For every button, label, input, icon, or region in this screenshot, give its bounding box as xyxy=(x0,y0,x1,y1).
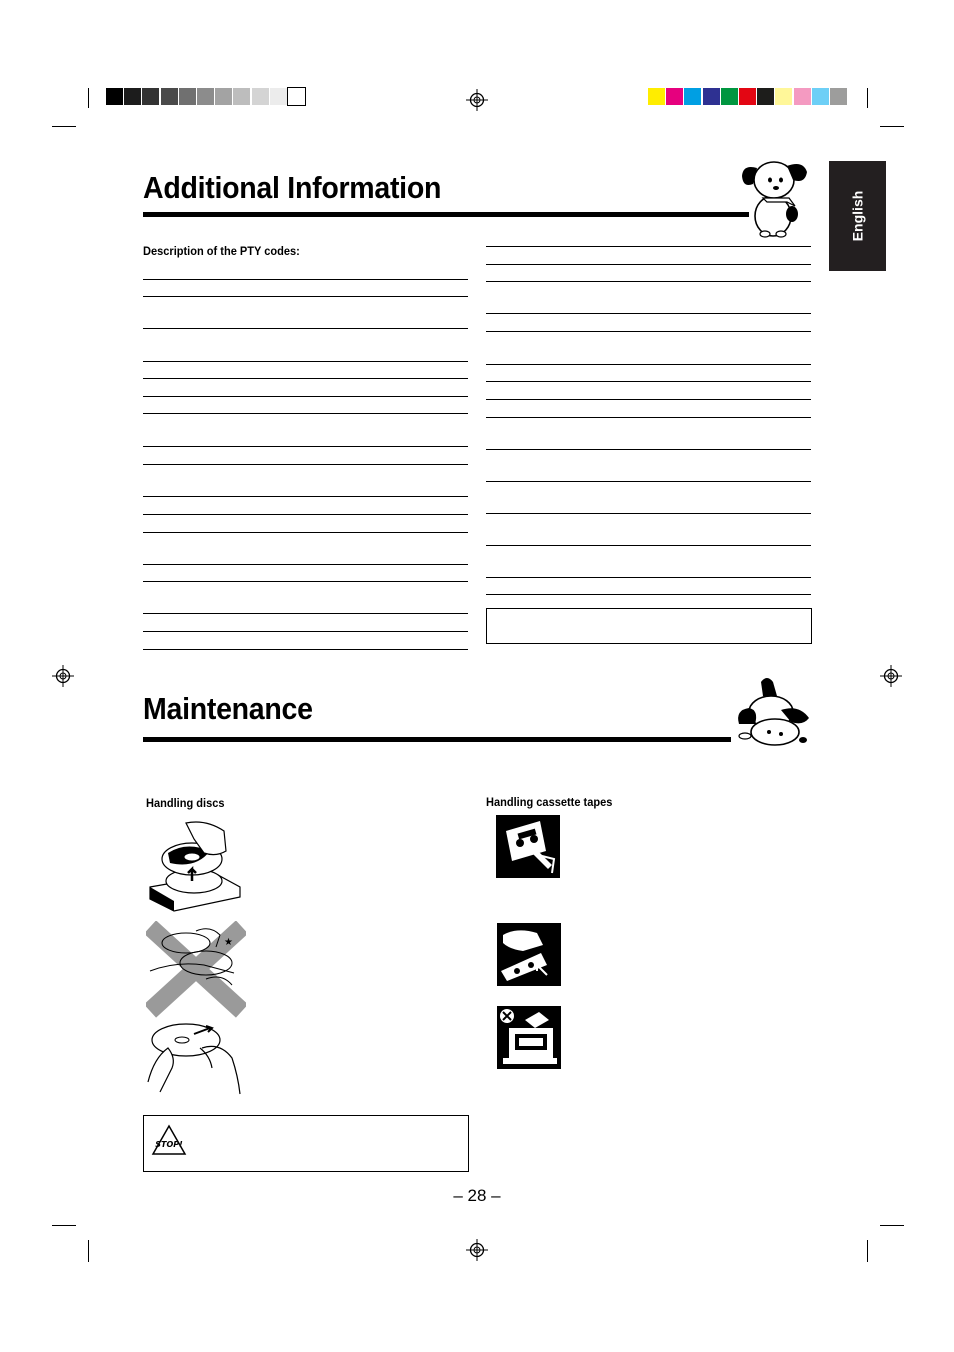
crop-mark xyxy=(880,1225,904,1226)
table-row-rule xyxy=(486,449,811,450)
language-tab-label: English xyxy=(849,190,866,242)
table-row-rule xyxy=(143,564,468,565)
crop-mark xyxy=(88,88,89,108)
cassette-heat-warning-illustration xyxy=(497,1006,561,1069)
disc-wrong-handling-illustration xyxy=(146,921,246,1018)
crop-mark xyxy=(88,1240,89,1262)
note-box xyxy=(486,608,812,644)
table-row-rule xyxy=(143,631,468,632)
section-title-maintenance: Maintenance xyxy=(143,691,313,726)
table-row-rule xyxy=(143,328,468,329)
color-swatch xyxy=(739,88,756,105)
table-row-rule xyxy=(486,399,811,400)
color-swatch xyxy=(215,88,232,105)
stop-caution-icon xyxy=(151,1124,187,1156)
table-row-rule xyxy=(143,649,468,650)
table-row-rule xyxy=(486,417,811,418)
dog-lying-mascot-icon xyxy=(733,674,813,750)
table-row-rule xyxy=(486,313,811,314)
table-row-rule xyxy=(486,246,811,247)
table-row-rule xyxy=(143,464,468,465)
disc-removal-illustration xyxy=(146,817,246,917)
handling-discs-heading: Handling discs xyxy=(146,796,225,810)
color-swatch xyxy=(270,88,287,105)
color-swatch xyxy=(775,88,792,105)
crop-mark xyxy=(880,126,904,127)
pty-codes-heading: Description of the PTY codes: xyxy=(143,244,300,258)
color-swatch xyxy=(721,88,738,105)
crop-mark xyxy=(52,126,76,127)
color-swatch xyxy=(106,88,123,105)
stop-icon-text: STOP! xyxy=(155,1140,183,1149)
table-row-rule xyxy=(143,296,468,297)
color-swatch xyxy=(666,88,683,105)
title-rule xyxy=(143,737,731,742)
table-row-rule xyxy=(143,532,468,533)
table-row-rule xyxy=(486,264,811,265)
table-row-rule xyxy=(486,594,811,595)
svg-text:★: ★ xyxy=(224,937,233,948)
table-row-rule xyxy=(486,577,811,578)
cassette-slack-tighten-illustration xyxy=(496,815,560,878)
color-swatch xyxy=(197,88,214,105)
crop-mark xyxy=(867,1240,868,1262)
table-row-rule xyxy=(486,331,811,332)
table-row-rule xyxy=(143,446,468,447)
color-swatch xyxy=(288,88,305,105)
table-row-rule xyxy=(486,513,811,514)
table-row-rule xyxy=(143,514,468,515)
color-swatch xyxy=(142,88,159,105)
table-row-rule xyxy=(143,581,468,582)
color-swatch xyxy=(161,88,178,105)
table-row-rule xyxy=(143,378,468,379)
registration-target-icon xyxy=(466,1239,488,1261)
table-row-rule xyxy=(486,364,811,365)
table-row-rule xyxy=(143,496,468,497)
table-row-rule xyxy=(143,613,468,614)
color-swatch xyxy=(794,88,811,105)
crop-mark xyxy=(52,1225,76,1226)
table-row-rule xyxy=(486,481,811,482)
dog-mascot-icon xyxy=(737,154,812,239)
handling-cassette-tapes-heading: Handling cassette tapes xyxy=(486,795,613,809)
color-swatch xyxy=(233,88,250,105)
page-number: – 28 – xyxy=(453,1186,501,1205)
disc-cleaning-illustration xyxy=(146,1018,246,1098)
table-row-rule xyxy=(143,279,468,280)
table-row-rule xyxy=(486,381,811,382)
table-row-rule xyxy=(143,413,468,414)
color-swatch xyxy=(179,88,196,105)
table-row-rule xyxy=(486,545,811,546)
crop-mark xyxy=(867,88,868,108)
registration-target-icon xyxy=(52,665,74,687)
color-swatch xyxy=(252,88,269,105)
color-swatch xyxy=(124,88,141,105)
color-swatch xyxy=(830,88,847,105)
color-swatch xyxy=(757,88,774,105)
color-swatch xyxy=(703,88,720,105)
color-swatch xyxy=(684,88,701,105)
registration-target-icon xyxy=(880,665,902,687)
color-swatch xyxy=(648,88,665,105)
cassette-tab-illustration xyxy=(497,923,561,986)
language-tab-label-wrap xyxy=(829,161,886,271)
color-swatch xyxy=(812,88,829,105)
caution-box xyxy=(143,1115,469,1172)
title-rule xyxy=(143,212,749,217)
table-row-rule xyxy=(143,361,468,362)
table-row-rule xyxy=(143,396,468,397)
table-row-rule xyxy=(486,281,811,282)
section-title-additional-information: Additional Information xyxy=(143,170,442,205)
registration-target-icon xyxy=(466,89,488,111)
